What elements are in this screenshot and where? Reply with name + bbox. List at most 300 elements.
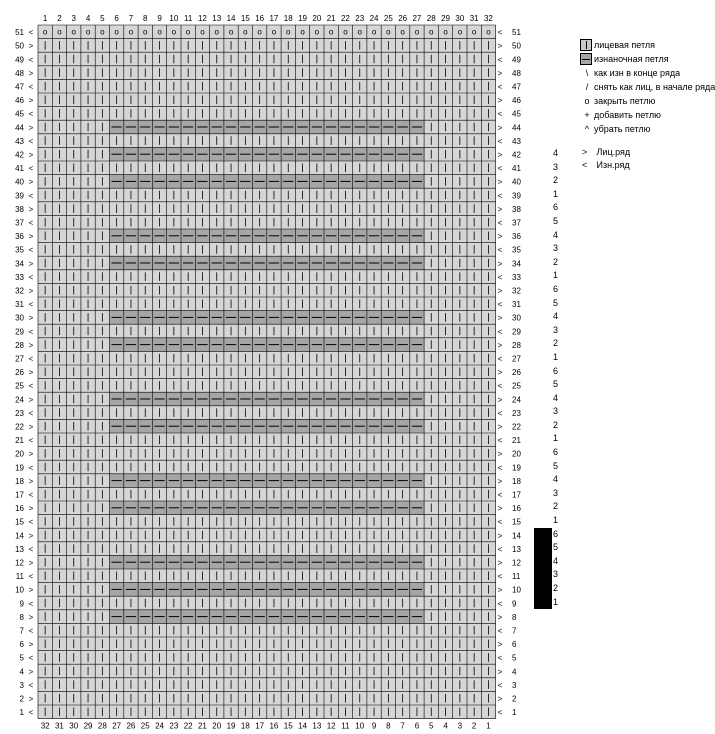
- col-label-bottom: 8: [386, 721, 391, 731]
- row-label-right: 47: [512, 82, 521, 92]
- col-label-top: 28: [426, 14, 436, 23]
- row-marker-right: >: [497, 612, 503, 622]
- row-label-left: 22: [15, 422, 24, 432]
- row-label-left: 13: [15, 544, 24, 554]
- row-label-left: 14: [15, 531, 24, 541]
- row-label-right: 23: [512, 408, 521, 418]
- col-label-top: 24: [369, 14, 379, 23]
- repeat-count: 2: [553, 501, 559, 512]
- row-label-right: 17: [512, 490, 521, 500]
- row-label-left: 43: [15, 136, 24, 146]
- col-label-top: 13: [212, 14, 222, 23]
- col-label-top: 22: [340, 14, 350, 23]
- col-label-top: 18: [283, 14, 293, 23]
- purl-stitch-icon: [580, 53, 592, 65]
- col-label-bottom: 30: [69, 721, 79, 731]
- row-label-right: 44: [512, 123, 521, 133]
- row-label-left: 23: [15, 408, 24, 418]
- row-repeat-counter: [553, 147, 573, 609]
- row-label-right: 10: [512, 585, 521, 595]
- col-label-top: 26: [398, 14, 408, 23]
- repeat-count: 1: [553, 270, 559, 281]
- row-label-right: 39: [512, 191, 521, 201]
- row-label-left: 30: [15, 313, 24, 323]
- row-marker-right: >: [497, 340, 503, 350]
- repeat-count: 3: [553, 243, 559, 254]
- repeat-count: 4: [553, 474, 559, 485]
- row-marker-left: <: [28, 626, 34, 636]
- row-label-left: 21: [15, 436, 24, 446]
- row-marker-left: >: [28, 340, 34, 350]
- bind-off-stitch: o: [128, 27, 134, 37]
- row-label-left: 48: [15, 68, 24, 78]
- row-label-left: 10: [15, 585, 24, 595]
- row-label-right: 24: [512, 395, 521, 405]
- row-label-left: 28: [15, 340, 24, 350]
- repeat-count: 6: [553, 365, 559, 376]
- row-marker-right: <: [497, 708, 503, 718]
- row-marker-right: >: [497, 395, 503, 405]
- legend-label: закрыть петлю: [594, 96, 656, 106]
- row-marker-right: <: [497, 517, 503, 527]
- wrong-side-label: Изн.ряд: [596, 160, 630, 170]
- row-label-right: 29: [512, 327, 521, 337]
- legend: [578, 39, 715, 137]
- row-label-right: 25: [512, 381, 521, 391]
- col-label-bottom: 26: [126, 721, 136, 731]
- row-marker-right: >: [497, 476, 503, 486]
- wrong-side-row-note: [582, 160, 630, 170]
- row-marker-left: <: [28, 463, 34, 473]
- bind-off-stitch: o: [357, 27, 362, 37]
- legend-item-purl-at-end: [578, 67, 693, 81]
- col-label-bottom: 5: [429, 721, 434, 731]
- col-label-top: 10: [169, 14, 179, 23]
- row-marker-left: <: [28, 517, 34, 527]
- col-label-bottom: 29: [83, 721, 93, 731]
- row-marker-left: <: [28, 708, 34, 718]
- bind-off-stitch: o: [171, 27, 177, 37]
- row-label-right: 36: [512, 232, 521, 242]
- legend-item-purl: [578, 53, 693, 67]
- row-label-left: 42: [15, 150, 24, 160]
- bind-off-stitch: o: [486, 27, 491, 37]
- row-marker-left: >: [28, 150, 34, 160]
- row-marker-right: >: [497, 204, 503, 214]
- row-marker-left: <: [28, 218, 34, 228]
- repeat-count: 5: [553, 460, 559, 471]
- row-marker-left: <: [28, 490, 34, 500]
- row-marker-left: <: [28, 572, 34, 582]
- row-label-left: 9: [19, 599, 24, 609]
- row-label-left: 19: [15, 463, 24, 473]
- bind-off-stitch: o: [386, 27, 391, 37]
- row-marker-right: <: [497, 218, 503, 228]
- row-marker-left: >: [28, 504, 34, 514]
- legend-label: снять как лиц, в начале ряда: [594, 82, 715, 92]
- row-label-right: 9: [512, 599, 517, 609]
- row-label-left: 20: [15, 449, 24, 459]
- row-label-left: 51: [15, 28, 24, 38]
- bind-off-stitch: o: [443, 27, 448, 37]
- row-marker-right: <: [497, 272, 503, 282]
- row-label-left: 24: [15, 395, 24, 405]
- row-marker-right: <: [497, 572, 503, 582]
- row-marker-left: <: [28, 245, 34, 255]
- row-label-right: 35: [512, 245, 521, 255]
- row-marker-right: <: [497, 436, 503, 446]
- row-label-left: 33: [15, 272, 24, 282]
- row-label-right: 34: [512, 259, 521, 269]
- col-label-bottom: 3: [457, 721, 463, 731]
- bind-off-stitch: o: [85, 27, 91, 37]
- row-label-right: 51: [512, 28, 521, 38]
- row-label-left: 29: [15, 327, 24, 337]
- plus-symbol-icon: +: [584, 110, 590, 120]
- col-label-bottom: 21: [197, 721, 207, 731]
- row-label-left: 27: [15, 354, 24, 364]
- row-marker-left: <: [28, 381, 34, 391]
- row-label-left: 15: [15, 517, 24, 527]
- row-marker-right: <: [497, 653, 503, 663]
- row-marker-right: <: [497, 680, 503, 690]
- col-label-bottom: 6: [414, 721, 420, 731]
- legend-item-bind-off: [578, 95, 693, 109]
- col-label-top: 14: [226, 14, 236, 23]
- row-marker-left: >: [28, 313, 34, 323]
- row-label-right: 49: [512, 55, 521, 65]
- row-marker-left: <: [28, 544, 34, 554]
- row-label-left: 26: [15, 368, 24, 378]
- col-label-top: 9: [157, 14, 162, 23]
- col-label-top: 30: [455, 14, 465, 23]
- col-label-top: 5: [100, 14, 105, 23]
- row-marker-right: <: [497, 191, 503, 201]
- legend-item-slip-at-start: [578, 81, 715, 95]
- row-marker-left: <: [28, 653, 34, 663]
- col-label-bottom: 7: [400, 721, 405, 731]
- row-marker-left: >: [28, 41, 34, 51]
- row-label-right: 31: [512, 300, 521, 310]
- row-marker-left: >: [28, 204, 34, 214]
- row-marker-left: <: [28, 28, 34, 38]
- col-label-bottom: 20: [212, 721, 222, 731]
- repeat-count: 2: [553, 175, 559, 186]
- repeat-count: 6: [553, 283, 559, 294]
- col-label-top: 21: [326, 14, 336, 23]
- row-marker-left: >: [28, 612, 34, 622]
- col-label-top: 17: [269, 14, 279, 23]
- row-marker-left: <: [28, 136, 34, 146]
- row-label-left: 31: [15, 300, 24, 310]
- row-marker-right: <: [497, 490, 503, 500]
- repeat-count: 3: [553, 569, 559, 580]
- bind-off-stitch: o: [328, 27, 334, 37]
- repeat-count: 5: [553, 379, 559, 390]
- row-marker-right: >: [497, 531, 503, 541]
- col-label-bottom: 1: [486, 721, 491, 731]
- row-label-right: 46: [512, 96, 521, 106]
- col-label-bottom: 22: [183, 721, 193, 731]
- bind-off-stitch: o: [42, 27, 48, 37]
- row-label-right: 18: [512, 476, 521, 486]
- row-label-right: 45: [512, 109, 521, 119]
- row-marker-left: >: [28, 585, 34, 595]
- row-label-left: 34: [15, 259, 24, 269]
- repeat-count: 6: [553, 202, 559, 213]
- row-marker-right: >: [497, 558, 503, 568]
- col-label-bottom: 18: [240, 721, 250, 731]
- row-marker-right: >: [497, 177, 503, 187]
- left-arrow-icon: <: [582, 160, 588, 170]
- row-marker-right: >: [497, 449, 503, 459]
- col-label-bottom: 25: [140, 721, 150, 731]
- col-label-top: 1: [42, 14, 48, 23]
- row-label-left: 25: [15, 381, 24, 391]
- row-label-left: 44: [15, 123, 24, 133]
- col-label-top: 23: [355, 14, 365, 23]
- slash-symbol-icon: /: [585, 82, 589, 92]
- row-label-left: 45: [15, 109, 24, 119]
- row-label-left: 1: [19, 708, 24, 718]
- repeat-count: 3: [553, 324, 559, 335]
- col-label-bottom: 28: [97, 721, 107, 731]
- row-marker-right: >: [497, 286, 503, 296]
- repeat-count: 2: [553, 256, 559, 267]
- row-label-right: 7: [512, 626, 517, 636]
- row-marker-left: >: [28, 96, 34, 106]
- col-label-bottom: 16: [269, 721, 279, 731]
- row-label-left: 12: [15, 558, 24, 568]
- row-marker-left: >: [28, 177, 34, 187]
- row-label-right: 3: [512, 680, 517, 690]
- repeat-count: 2: [553, 583, 559, 593]
- col-label-top: 20: [312, 14, 322, 23]
- col-label-top: 31: [469, 14, 479, 23]
- row-marker-right: >: [497, 259, 503, 269]
- row-label-left: 5: [19, 653, 24, 663]
- legend-label: лицевая петля: [594, 40, 656, 50]
- row-marker-right: >: [497, 96, 503, 106]
- row-label-right: 37: [512, 218, 521, 228]
- col-label-top: 2: [57, 14, 62, 23]
- bind-off-stitch: o: [157, 27, 162, 37]
- row-marker-right: <: [497, 463, 503, 473]
- row-label-right: 27: [512, 354, 521, 364]
- col-label-top: 27: [412, 14, 422, 23]
- row-label-right: 41: [512, 164, 521, 174]
- row-label-right: 15: [512, 517, 521, 527]
- bind-off-stitch: o: [71, 27, 76, 37]
- col-label-bottom: 15: [283, 721, 293, 731]
- row-marker-left: <: [28, 680, 34, 690]
- bind-off-symbol-icon: o: [584, 96, 590, 106]
- row-marker-left: >: [28, 232, 34, 242]
- row-marker-left: >: [28, 286, 34, 296]
- row-label-right: 33: [512, 272, 521, 282]
- row-label-left: 32: [15, 286, 24, 296]
- row-label-right: 48: [512, 68, 521, 78]
- col-label-bottom: 11: [341, 721, 350, 731]
- row-label-right: 12: [512, 558, 521, 568]
- col-label-top: 6: [114, 14, 119, 23]
- row-marker-left: >: [28, 558, 34, 568]
- repeat-count: 3: [553, 406, 559, 417]
- row-label-right: 14: [512, 531, 521, 541]
- row-marker-right: >: [497, 640, 503, 650]
- row-label-right: 30: [512, 313, 521, 323]
- repeat-count: 1: [553, 515, 559, 526]
- row-marker-left: >: [28, 422, 34, 432]
- row-marker-left: <: [28, 599, 34, 609]
- bind-off-stitch: o: [314, 27, 320, 37]
- col-label-bottom: 17: [255, 721, 265, 731]
- row-marker-right: >: [497, 232, 503, 242]
- bind-off-stitch: o: [185, 27, 191, 37]
- row-marker-right: >: [497, 150, 503, 160]
- col-label-bottom: 24: [155, 721, 165, 731]
- row-label-right: 43: [512, 136, 521, 146]
- row-marker-left: <: [28, 55, 34, 65]
- row-marker-right: >: [497, 667, 503, 677]
- col-label-top: 16: [255, 14, 265, 23]
- col-label-bottom: 2: [471, 721, 477, 731]
- col-label-top: 8: [143, 14, 148, 23]
- row-label-left: 49: [15, 55, 24, 65]
- col-label-bottom: 12: [326, 721, 336, 731]
- bind-off-stitch: o: [257, 27, 262, 37]
- bind-off-stitch: o: [400, 27, 405, 37]
- row-marker-left: >: [28, 368, 34, 378]
- col-label-bottom: 27: [112, 721, 122, 731]
- row-label-right: 50: [512, 41, 521, 51]
- repeat-count: 5: [553, 297, 559, 308]
- repeat-count: 4: [553, 229, 559, 240]
- knit-stitch-icon: [580, 39, 592, 51]
- row-marker-left: <: [28, 354, 34, 364]
- row-label-left: 11: [15, 572, 24, 582]
- row-label-left: 8: [19, 612, 24, 622]
- row-label-right: 2: [512, 694, 517, 704]
- row-marker-right: <: [497, 300, 503, 310]
- row-marker-right: <: [497, 164, 503, 174]
- row-label-right: 22: [512, 422, 521, 432]
- row-marker-right: >: [497, 68, 503, 78]
- legend-label: изнаночная петля: [594, 54, 669, 64]
- repeat-count: 2: [553, 419, 559, 430]
- bind-off-stitch: o: [214, 27, 219, 37]
- col-label-bottom: 14: [298, 721, 308, 731]
- col-label-top: 7: [128, 14, 134, 23]
- row-label-right: 21: [512, 436, 521, 446]
- row-label-right: 19: [512, 463, 521, 473]
- repeat-count: 3: [553, 161, 559, 172]
- row-label-left: 50: [15, 41, 24, 51]
- col-label-top: 32: [483, 14, 493, 23]
- row-label-left: 18: [15, 476, 24, 486]
- legend-label: добавить петлю: [594, 110, 661, 120]
- row-marker-left: >: [28, 531, 34, 541]
- row-marker-left: >: [28, 123, 34, 133]
- row-label-left: 16: [15, 504, 24, 514]
- repeat-count: 4: [553, 311, 559, 322]
- row-marker-left: >: [28, 68, 34, 78]
- col-label-top: 3: [71, 14, 76, 23]
- row-marker-right: <: [497, 109, 503, 119]
- backslash-symbol-icon: \: [585, 68, 589, 78]
- row-marker-left: <: [28, 300, 34, 310]
- row-label-right: 1: [512, 708, 517, 718]
- row-label-right: 11: [512, 572, 521, 582]
- col-label-top: 12: [197, 14, 207, 23]
- col-label-bottom: 19: [226, 721, 236, 731]
- right-arrow-icon: >: [582, 147, 588, 157]
- col-label-bottom: 4: [443, 721, 448, 731]
- col-label-top: 19: [298, 14, 308, 23]
- row-marker-left: <: [28, 327, 34, 337]
- row-marker-right: >: [497, 368, 503, 378]
- row-label-right: 20: [512, 449, 521, 459]
- row-label-right: 40: [512, 177, 521, 187]
- row-label-left: 3: [19, 680, 24, 690]
- row-marker-right: <: [497, 245, 503, 255]
- col-label-top: 25: [383, 14, 393, 23]
- row-label-left: 2: [19, 694, 24, 704]
- row-marker-left: <: [28, 272, 34, 282]
- col-label-bottom: 31: [54, 721, 64, 731]
- row-marker-right: >: [497, 694, 503, 704]
- row-marker-right: >: [497, 313, 503, 323]
- bind-off-stitch: o: [300, 27, 305, 37]
- row-label-left: 36: [15, 232, 24, 242]
- repeat-count: 5: [553, 215, 559, 226]
- repeat-count: 6: [553, 447, 559, 458]
- row-label-left: 46: [15, 96, 24, 106]
- right-side-label: Лиц.ряд: [596, 147, 631, 157]
- row-marker-left: >: [28, 259, 34, 269]
- col-label-bottom: 32: [40, 721, 50, 731]
- row-marker-right: <: [497, 408, 503, 418]
- row-marker-right: >: [497, 504, 503, 514]
- row-marker-right: <: [497, 381, 503, 391]
- row-label-right: 4: [512, 667, 517, 677]
- row-label-left: 41: [15, 164, 24, 174]
- row-label-right: 8: [512, 612, 517, 622]
- repeat-count: 1: [553, 188, 559, 199]
- col-label-top: 11: [183, 14, 193, 23]
- repeat-count: 5: [553, 542, 559, 553]
- row-label-left: 39: [15, 191, 24, 201]
- row-label-right: 13: [512, 544, 521, 554]
- row-marker-right: <: [497, 354, 503, 364]
- row-marker-right: <: [497, 544, 503, 554]
- row-marker-right: <: [497, 599, 503, 609]
- repeat-count: 1: [553, 596, 559, 607]
- repeat-count: 3: [553, 487, 559, 498]
- row-label-left: 7: [19, 626, 24, 636]
- row-label-right: 5: [512, 653, 517, 663]
- repeat-count: 4: [553, 392, 559, 403]
- row-label-right: 28: [512, 340, 521, 350]
- repeat-count: 1: [553, 433, 559, 444]
- row-marker-left: >: [28, 476, 34, 486]
- bind-off-stitch: o: [57, 27, 62, 37]
- bind-off-stitch: o: [457, 27, 463, 37]
- row-marker-left: >: [28, 640, 34, 650]
- row-label-left: 47: [15, 82, 24, 92]
- row-marker-left: <: [28, 191, 34, 201]
- row-marker-right: <: [497, 28, 503, 38]
